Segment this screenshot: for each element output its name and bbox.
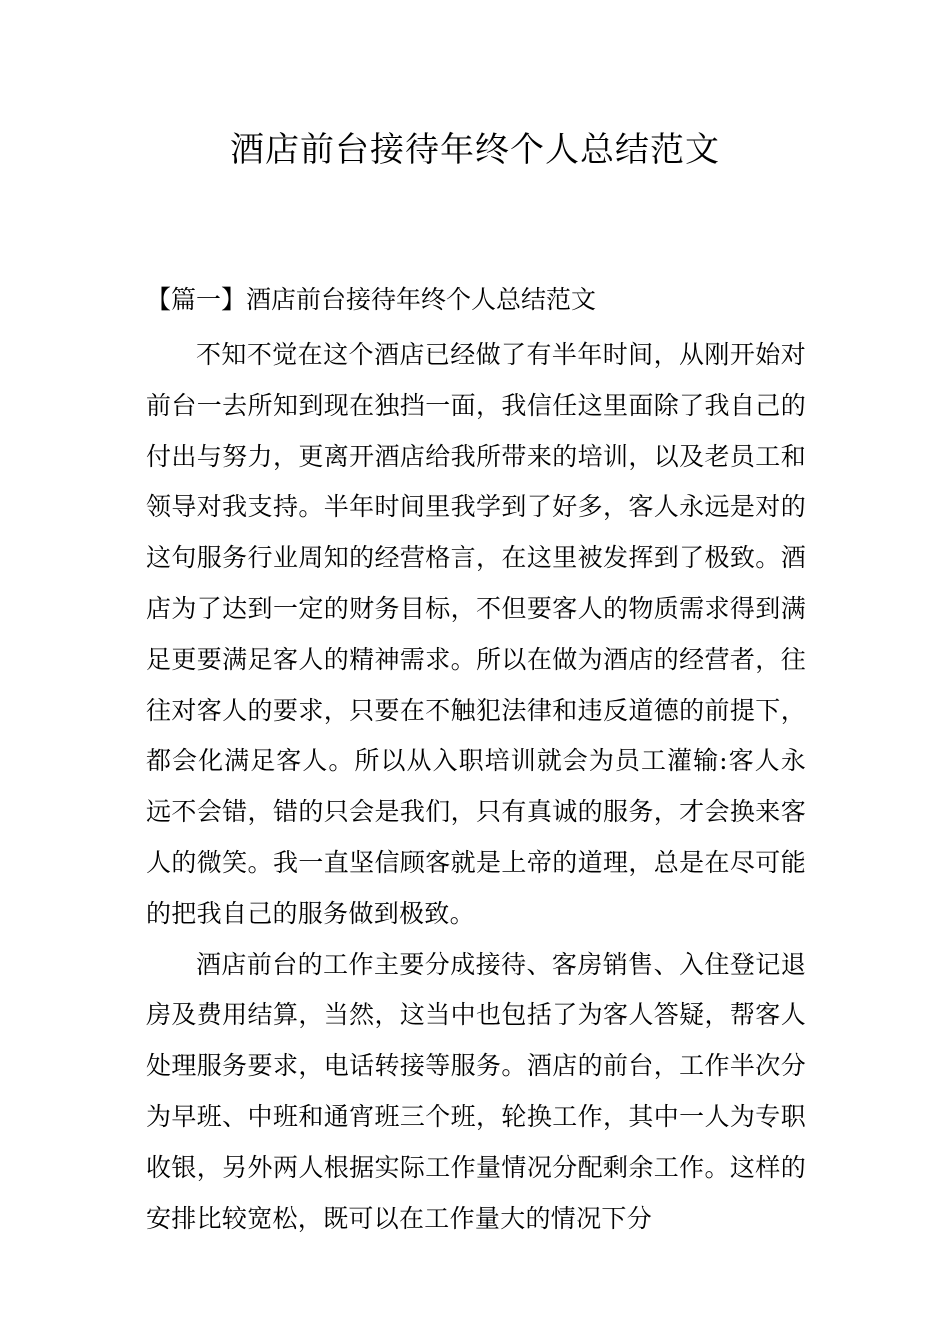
document-body [146,330,806,1244]
section-heading: 【篇一】酒店前台接待年终个人总结范文 [146,285,597,314]
document-title: 酒店前台接待年终个人总结范文 [230,130,720,170]
body-paragraph: 酒店前台的工作主要分成接待、客房销售、入住登记退房及费用结算，当然，这当中也包括了为客人答疑，帮客人处理服务要求，电话转接等服务。酒店的前台，工作半次分为早班、中班和通宵班三个班，轮换工作，其中一人为专职收银，另外两人根据实际工作量情况分配剩余工作。这样的安排比较宽松，既可以在工作量大的情况下分 [146,949,806,1233]
body-paragraph: 不知不觉在这个酒店已经做了有半年时间，从刚开始对前台一去所知到现在独挡一面，我信任这里面除了我自己的付出与努力，更离开酒店给我所带来的培训，以及老员工和领导对我支持。半年时间里我学到了好多，客人永远是对的这句服务行业周知的经营格言，在这里被发挥到了极致。酒店为了达到一定的财务目标，不但要客人的物质需求得到满足更要满足客人的精神需求。所以在做为酒店的经营者，往往对客人的要求，只要在不触犯法律和违反道德的前提下，都会化满足客人。所以从入职培训就会为员工灌输:客人永远不会错，错的只会是我们，只有真诚的服务，才会换来客人的微笑。我一直坚信顾客就是上帝的道理，总是在尽可能的把我自己的服务做到极致。 [146,340,806,928]
